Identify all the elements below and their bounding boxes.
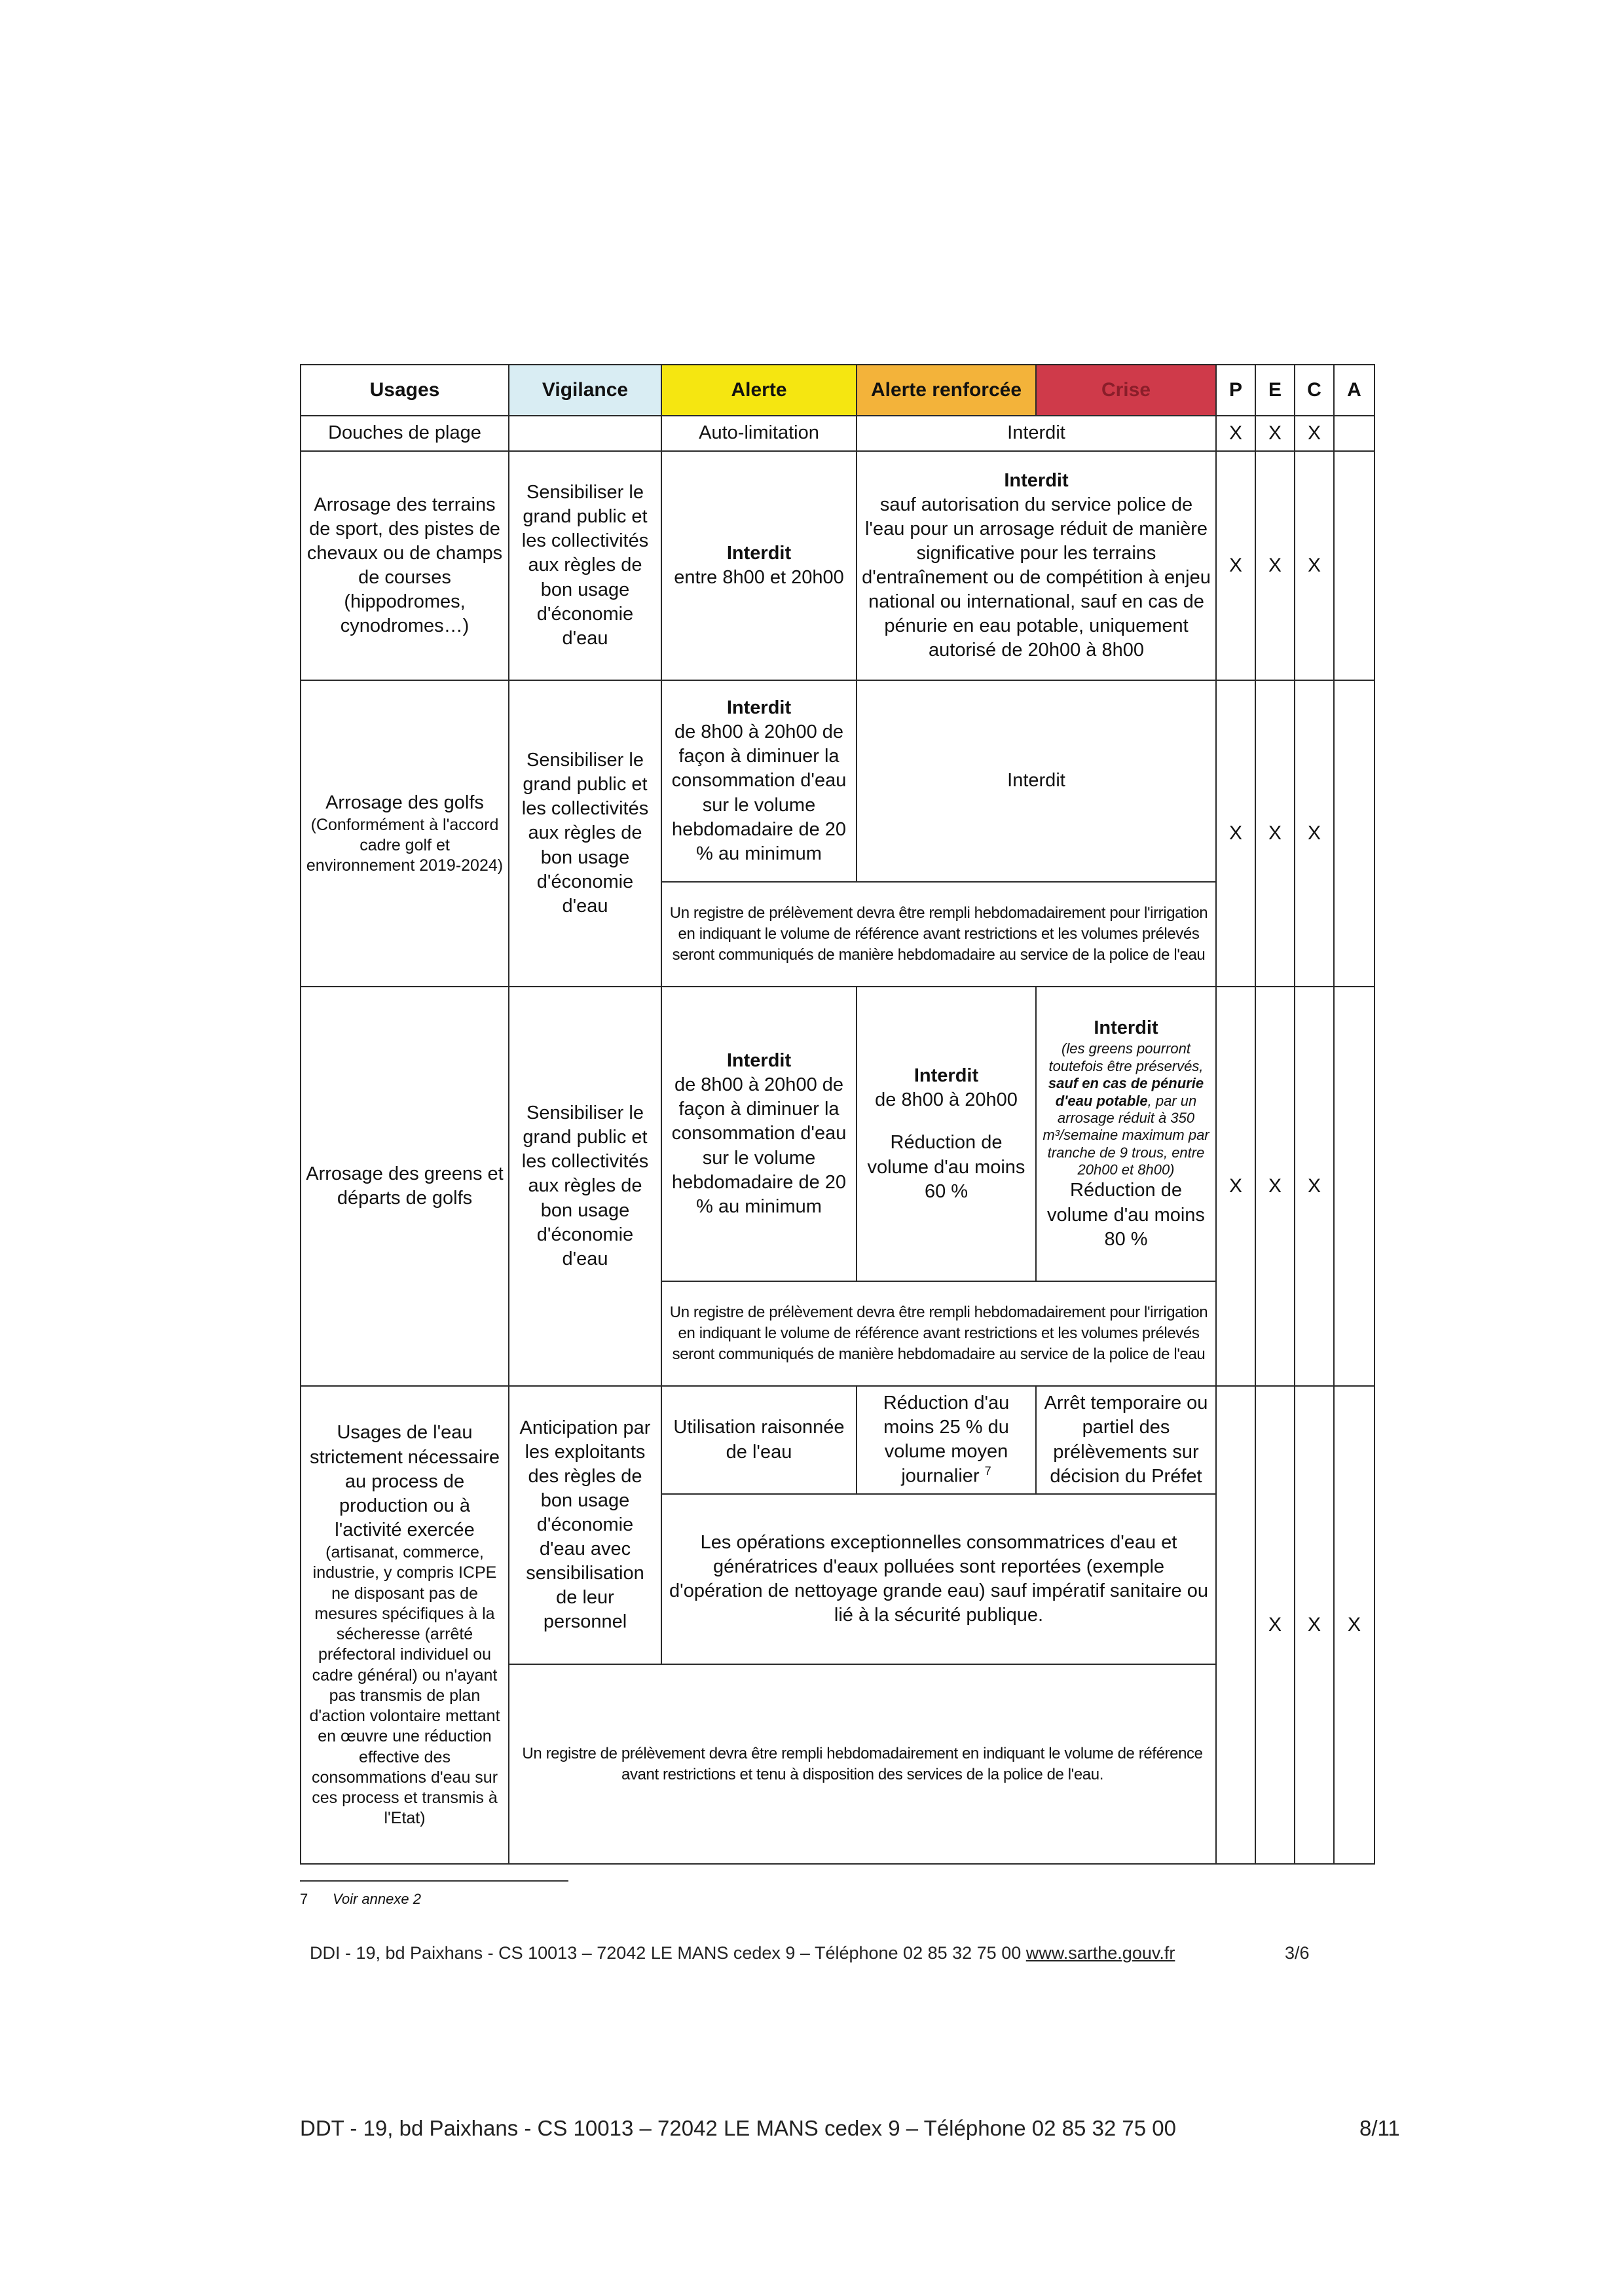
usage-process-title: Usages de l'eau strictement nécessaire au process de production ou à l'activité exercée	[309, 1422, 500, 1540]
alerte-golfs-text: de 8h00 à 20h00 de façon à diminuer la consommation d'eau sur le volume hebdomadaire de 20 % au minimum	[671, 721, 847, 864]
footnote-number: 7	[300, 1891, 308, 1907]
vigilance-douches-empty	[509, 416, 661, 451]
mark-p: X	[1216, 680, 1255, 987]
table-header-row	[301, 365, 1375, 416]
mark-c: X	[1295, 1386, 1334, 1864]
mark-p-empty	[1216, 1386, 1255, 1864]
alerte-golfs	[661, 680, 857, 882]
mark-e: X	[1255, 680, 1295, 987]
usage-golfs-title: Arrosage des golfs	[325, 792, 484, 813]
header-p: P	[1216, 365, 1255, 416]
table-row	[301, 680, 1375, 882]
vigilance-greens: Sensibiliser le grand public et les collectivités aux règles de bon usage d'économie d'eau	[509, 987, 661, 1386]
mark-e: X	[1255, 987, 1295, 1386]
mark-a-empty	[1334, 680, 1375, 987]
table-row	[301, 987, 1375, 1281]
alerte-terrains-title: Interdit	[726, 542, 792, 564]
alerte-terrains	[661, 451, 857, 680]
alerte-process: Utilisation raisonnée de l'eau	[661, 1386, 857, 1494]
page-number-outer: 8/11	[1359, 2116, 1400, 2140]
page-number: 3/6	[1285, 1943, 1310, 1963]
crise-greens	[1036, 987, 1216, 1281]
renforcee-greens-title: Interdit	[913, 1065, 979, 1087]
mark-p: X	[1216, 451, 1255, 680]
renforcee-greens-text1: de 8h00 à 20h00	[875, 1089, 1018, 1111]
renforcee-process-text: Réduction d'au moins 25 % du volume moyen journalier	[883, 1392, 1010, 1487]
mark-p: X	[1216, 987, 1255, 1386]
renforcee-terrains-text: sauf autorisation du service police de l'eau pour un arrosage réduit de manière significative pour les terrains d'entraînement ou de compétition à enjeu national ou international, sauf en cas de pénurie en eau potable, uniquement autorisé de 20h00 à 8h00	[862, 494, 1211, 661]
footer-website-link[interactable]: www.sarthe.gouv.fr	[1025, 1943, 1175, 1963]
mark-c: X	[1295, 680, 1334, 987]
alerte-greens	[661, 987, 857, 1281]
mark-a-empty	[1334, 416, 1375, 451]
header-c: C	[1295, 365, 1334, 416]
alerte-golfs-title: Interdit	[726, 697, 792, 719]
mark-e: X	[1255, 416, 1295, 451]
mark-e: X	[1255, 451, 1295, 680]
vigilance-process: Anticipation par les exploitants des règles de bon usage d'économie d'eau avec sensibilisation de leur personnel	[509, 1386, 661, 1664]
usage-douches: Douches de plage	[301, 416, 509, 451]
crise-greens-title: Interdit	[1094, 1017, 1158, 1039]
usage-process	[301, 1386, 509, 1864]
header-alerte: Alerte	[661, 365, 857, 416]
renforcee-crise-golfs: Interdit	[857, 680, 1216, 882]
mark-e: X	[1255, 1386, 1295, 1864]
header-usages: Usages	[301, 365, 509, 416]
mark-a-empty	[1334, 987, 1375, 1386]
usage-golfs-note: (Conformément à l'accord cadre golf et environnement 2019-2024)	[306, 815, 504, 875]
header-alerte-renforcee: Alerte renforcée	[857, 365, 1036, 416]
restrictions-table	[300, 364, 1375, 1865]
usage-greens: Arrosage des greens et départs de golfs	[301, 987, 509, 1386]
footnote-ref: 7	[984, 1465, 991, 1478]
header-crise: Crise	[1036, 365, 1216, 416]
operations-process: Les opérations exceptionnelles consommatrices d'eau et génératrices d'eaux polluées sont reportées (exemple d'opération de nettoyage grande eau) sauf impératif sanitaire ou lié à la sécurité publique.	[661, 1494, 1216, 1664]
mark-c: X	[1295, 451, 1334, 680]
usage-terrains: Arrosage des terrains de sport, des pistes de chevaux ou de champs de courses (hippodromes, cynodromes…)	[301, 451, 509, 680]
renforcee-crise-terrains	[857, 451, 1216, 680]
mark-p: X	[1216, 416, 1255, 451]
table-row	[301, 1386, 1375, 1494]
footnote-divider	[300, 1880, 568, 1882]
footer-address-text: DDI - 19, bd Paixhans - CS 10013 – 72042 LE MANS cedex 9 – Téléphone 02 85 32 75 00	[310, 1943, 1022, 1963]
alerte-greens-text: de 8h00 à 20h00 de façon à diminuer la consommation d'eau sur le volume hebdomadaire de 20 % au minimum	[671, 1074, 847, 1217]
header-vigilance: Vigilance	[509, 365, 661, 416]
registre-greens: Un registre de prélèvement devra être rempli hebdomadairement pour l'irrigation en indiquant le volume de référence avant restrictions et les volumes prélevés seront communiqués de manière hebdomadaire au service de la police de l'eau	[661, 1281, 1216, 1386]
crise-greens-note-b: sauf en cas de pénurie d'eau potable	[1048, 1075, 1204, 1109]
mark-c: X	[1295, 987, 1334, 1386]
renforcee-process	[857, 1386, 1036, 1494]
footnote-text: Voir annexe 2	[333, 1891, 421, 1907]
crise-process: Arrêt temporaire ou partiel des prélèvements sur décision du Préfet	[1036, 1386, 1216, 1494]
renforcee-greens	[857, 987, 1036, 1281]
registre-process: Un registre de prélèvement devra être rempli hebdomadairement en indiquant le volume de référence avant restrictions et tenu à disposition des services de la police de l'eau.	[509, 1664, 1216, 1864]
renforcee-greens-text2: Réduction de volume d'au moins 60 %	[867, 1132, 1025, 1202]
crise-greens-note-a: (les greens pourront toutefois être préservés,	[1048, 1040, 1204, 1074]
renforcee-terrains-title: Interdit	[1004, 469, 1069, 491]
table-row	[301, 451, 1375, 680]
crise-greens-note-c: , par un arrosage réduit à 350 m³/semaine maximum par tranche de 9 trous, entre 20h00 et 8h00)	[1043, 1092, 1209, 1178]
renforcee-crise-douches: Interdit	[857, 416, 1216, 451]
alerte-douches: Auto-limitation	[661, 416, 857, 451]
mark-a-empty	[1334, 451, 1375, 680]
mark-a: X	[1334, 1386, 1375, 1864]
crise-greens-note	[1041, 1040, 1211, 1178]
header-a: A	[1334, 365, 1375, 416]
vigilance-golfs: Sensibiliser le grand public et les collectivités aux règles de bon usage d'économie d'eau	[509, 680, 661, 987]
usage-golfs	[301, 680, 509, 987]
footer-address-ddt: DDT - 19, bd Paixhans - CS 10013 – 72042 LE MANS cedex 9 – Téléphone 02 85 32 75 00	[300, 2116, 1176, 2140]
footnote	[300, 1891, 421, 1908]
table-row	[301, 416, 1375, 451]
footer-address	[310, 1943, 1175, 1963]
mark-c: X	[1295, 416, 1334, 451]
crise-greens-text: Réduction de volume d'au moins 80 %	[1047, 1180, 1205, 1250]
vigilance-terrains: Sensibiliser le grand public et les collectivités aux règles de bon usage d'économie d'eau	[509, 451, 661, 680]
usage-process-note: (artisanat, commerce, industrie, y compris ICPE ne disposant pas de mesures spécifiques à la sécheresse (arrêté préfectoral individuel ou cadre général) ou n'ayant pas transmis de plan d'action volontaire mettant en œuvre une réduction effective des consommations d'eau sur ces process et transmis à l'Etat)	[309, 1543, 500, 1828]
registre-golfs: Un registre de prélèvement devra être rempli hebdomadairement pour l'irrigation en indiquant le volume de référence avant restrictions et les volumes prélevés seront communiqués de manière hebdomadaire au service de la police de l'eau	[661, 882, 1216, 987]
alerte-greens-title: Interdit	[726, 1050, 792, 1072]
header-e: E	[1255, 365, 1295, 416]
alerte-terrains-text: entre 8h00 et 20h00	[674, 567, 844, 588]
